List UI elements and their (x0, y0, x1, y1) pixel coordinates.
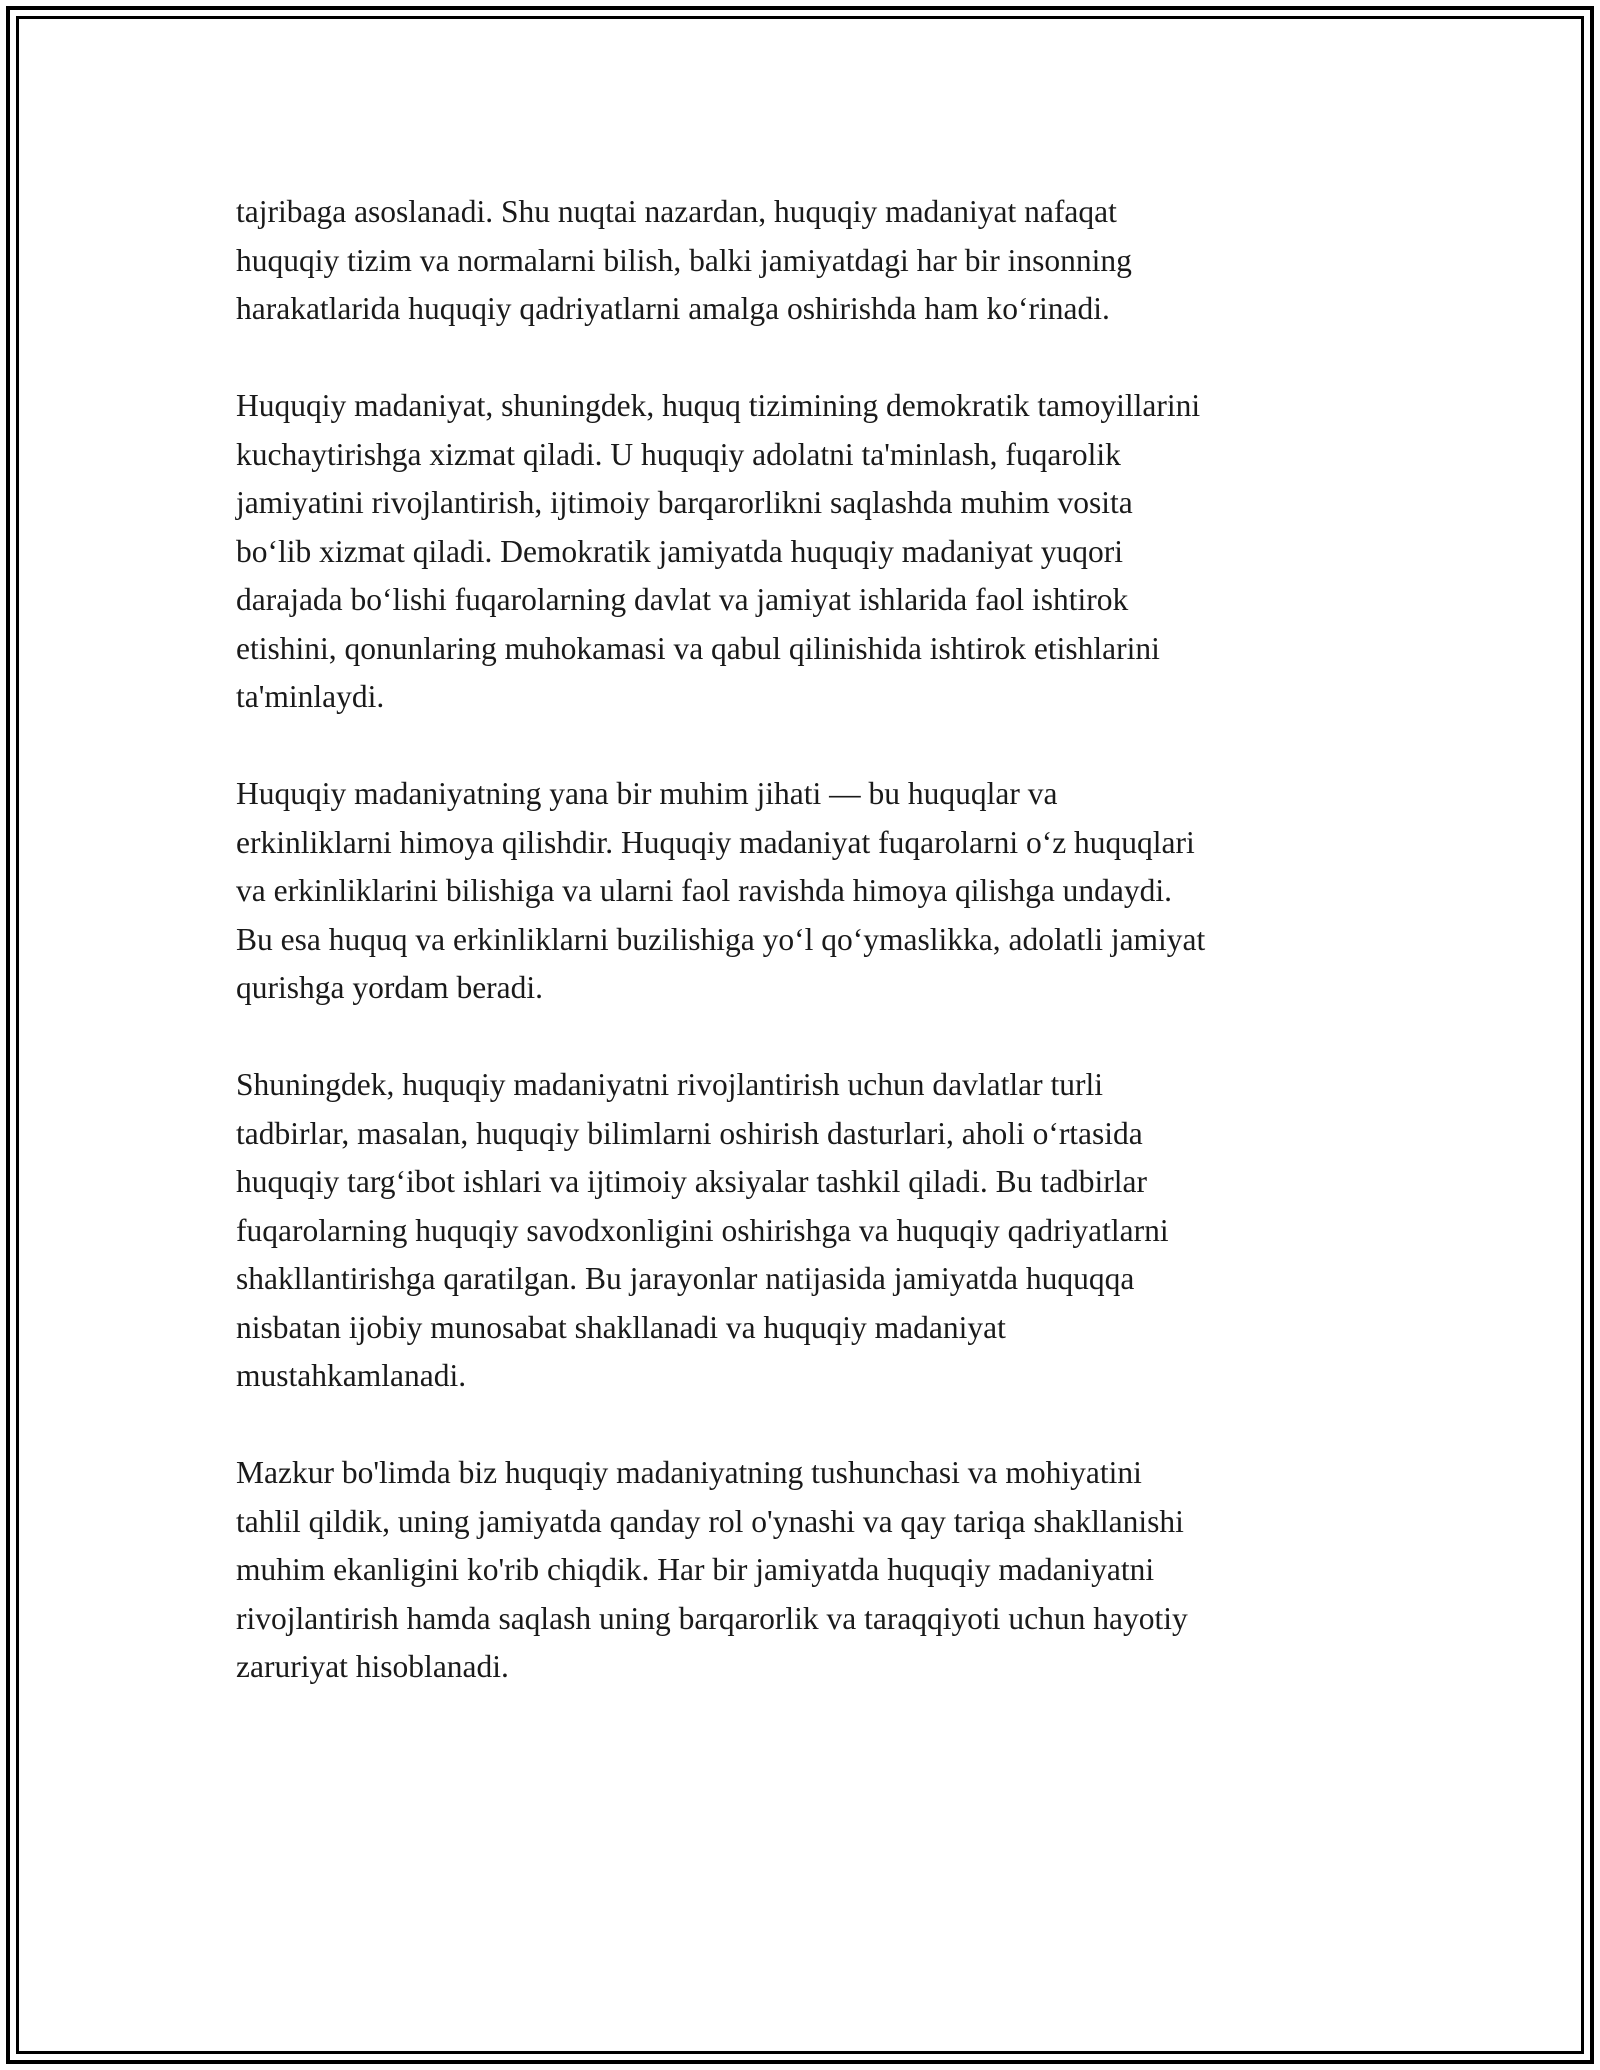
paragraph-4 (236, 1061, 1366, 1401)
text-line: huquqiy tizim va normalarni bilish, balki jamiyatdagi har bir insonning (236, 242, 1132, 278)
paragraph-1 (236, 188, 1366, 334)
document-body (236, 188, 1366, 1740)
paragraph-3 (236, 770, 1366, 1013)
text-line: kuchaytirishga xizmat qiladi. U huquqiy adolatni ta'minlash, fuqarolik (236, 436, 1121, 472)
text-line: rivojlantirish hamda saqlash uning barqarorlik va taraqqiyoti uchun hayotiy (236, 1600, 1188, 1636)
text-line: harakatlarida huquqiy qadriyatlarni amalga oshirishda ham ko‘rinadi. (236, 291, 1110, 326)
text-line: qurishga yordam beradi. (236, 970, 544, 1005)
text-line: muhim ekanligini ko'rib chiqdik. Har bir jamiyatda huquqiy madaniyatni (236, 1552, 1155, 1587)
text-line: jamiyatini rivojlantirish, ijtimoiy barqarorlikni saqlashda muhim vosita (236, 485, 1133, 520)
text-line: va erkinliklarini bilishiga va ularni faol ravishda himoya qilishga undaydi. (236, 873, 1173, 908)
text-line: zaruriyat hisoblanadi. (236, 1649, 509, 1684)
text-line: huquqiy targ‘ibot ishlari va ijtimoiy aksiyalar tashkil qiladi. Bu tadbirlar (236, 1164, 1148, 1199)
text-line: ta'minlaydi. (236, 679, 385, 714)
text-line: Huquqiy madaniyat, shuningdek, huquq tizimining demokratik tamoyillarini (236, 388, 1201, 423)
text-line: shakllantirishga qaratilgan. Bu jarayonlar natijasida jamiyatda huquqqa (236, 1261, 1135, 1296)
text-line: fuqarolarning huquqiy savodxonligini oshirishga va huquqiy qadriyatlarni (236, 1212, 1169, 1248)
text-line: mustahkamlanadi. (236, 1358, 467, 1393)
text-line: darajada bo‘lishi fuqarolarning davlat va jamiyat ishlarida faol ishtirok (236, 582, 1129, 617)
text-line: tadbirlar, masalan, huquqiy bilimlarni oshirish dasturlari, aholi o‘rtasida (236, 1115, 1143, 1151)
text-line: nisbatan ijobiy munosabat shakllanadi va huquqiy madaniyat (236, 1309, 1006, 1345)
text-line: tahlil qildik, uning jamiyatda qanday rol o'ynashi va qay tariqa shakllanishi (236, 1503, 1184, 1539)
text-line: Huquqiy madaniyatning yana bir muhim jihati — bu huquqlar va (236, 776, 1058, 811)
paragraph-5 (236, 1449, 1366, 1692)
text-line: Shuningdek, huquqiy madaniyatni rivojlantirish uchun davlatlar turli (236, 1067, 1103, 1102)
text-line: bo‘lib xizmat qiladi. Demokratik jamiyatda huquqiy madaniyat yuqori (236, 533, 1124, 569)
text-line: Mazkur bo'limda biz huquqiy madaniyatning tushunchasi va mohiyatini (236, 1455, 1142, 1490)
text-line: etishini, qonunlaring muhokamasi va qabul qilinishida ishtirok etishlarini (236, 630, 1160, 666)
paragraph-2 (236, 382, 1366, 722)
text-line: tajribaga asoslanadi. Shu nuqtai nazardan, huquqiy madaniyat nafaqat (236, 194, 1117, 229)
text-line: Bu esa huquq va erkinliklarni buzilishiga yo‘l qo‘ymaslikka, adolatli jamiyat (236, 921, 1206, 957)
text-line: erkinliklarni himoya qilishdir. Huquqiy madaniyat fuqarolarni o‘z huquqlari (236, 824, 1195, 860)
